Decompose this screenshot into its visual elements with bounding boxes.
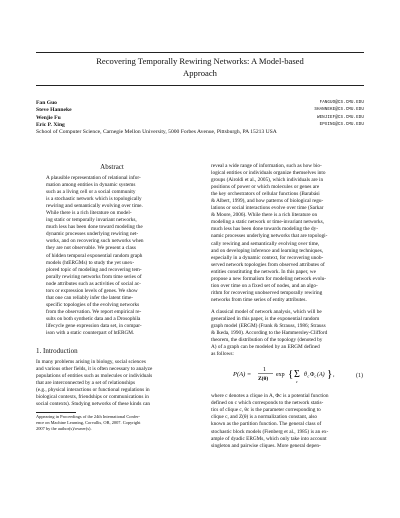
text-line: that are interconnected by a set of relationships <box>36 380 135 387</box>
svg-text:,: , <box>333 372 335 379</box>
text-line: A classical model of network analysis, which will be <box>211 308 322 315</box>
affiliation: School of Computer Science, Carnegie Mellon University, 5000 Forbes Avenue, Pittsburgh, PA 15213 USA <box>36 129 277 136</box>
text-line: dynamic processes underlying rewiring net- <box>46 231 139 238</box>
text-line: they are not observable. We present a class <box>46 245 136 252</box>
eq-sum: Σ <box>294 369 300 381</box>
title-bottom-rule <box>36 85 364 86</box>
author-row <box>36 100 364 107</box>
text-line: porally rewiring networks from time series of <box>46 273 142 280</box>
text-line: populations of entities such as molecules or individuals <box>36 373 153 380</box>
text-line: Appearing in Proceedings of the 24th International Confer- <box>36 414 140 420</box>
eq-exp: exp <box>276 372 285 379</box>
text-line: positions of power or which molecules or genes are <box>211 184 320 191</box>
text-line: ison with a static counterpart of htERGM. <box>46 330 135 337</box>
section-heading: 1. Introduction <box>36 347 78 356</box>
text-line: is a stochastic network which is topologically <box>46 196 142 203</box>
paper-title <box>40 55 360 79</box>
text-line: namic processes underlying networks that are topologi- <box>211 233 328 240</box>
text-line: biological contexts, friendships or communications in <box>36 394 149 401</box>
text-line: and on developing inference and learning techniques, <box>211 247 324 254</box>
abstract-heading: Abstract <box>100 163 124 171</box>
text-line: & Albert, 1999), and how patterns of biological regu- <box>211 198 324 205</box>
author-email: SHANNEKE@CS.CMU.EDU <box>314 108 364 113</box>
text-line: tion over time on a fixed set of nodes, and an algo- <box>211 282 318 289</box>
text-line: modeling a static network or time-invariant networks, <box>211 219 324 226</box>
intro-text <box>36 359 188 408</box>
text-line: graph model (ERGM) (Frank & Strauss, 1986; Strauss <box>211 323 326 330</box>
text-line: especially in a dynamic context, for recovering unob- <box>211 254 324 261</box>
text-line: While there is a rich literature on model- <box>46 210 132 217</box>
text-line: ample of dyadic ERGMs, which only take into account <box>211 435 327 442</box>
text-line: such as a living cell or a social community <box>46 189 136 196</box>
text-line: tors or expression levels of genes. We show <box>46 287 138 294</box>
title-line-1: Recovering Temporally Rewiring Networks: A Model-based <box>96 56 304 66</box>
text-line: (e.g., physical interactions or functional regulations in <box>36 387 150 394</box>
text-line: and various other fields, it is often necessary to analyze <box>36 366 153 373</box>
svg-text:c: c <box>314 373 317 379</box>
text-line: known as the partition function. The general class of <box>211 421 322 428</box>
text-line: from the observation. We report empirical re- <box>46 308 142 315</box>
eq-sum-index: c <box>296 379 298 385</box>
text-line: that one can reliably infer the latent time- <box>46 294 134 301</box>
text-line: In many problems arising in biology, social sciences <box>36 359 146 366</box>
text-line: groups (Airoldi et al., 2005), which individuals are in <box>211 177 324 184</box>
eq-frac-den: Z(θ) <box>258 376 269 383</box>
text-line: tics of clique c, θc is the parameter corresponding to <box>211 407 321 414</box>
body-paragraph <box>211 309 363 358</box>
text-line: theorem, the distribution of the topology (denoted by <box>211 337 323 344</box>
author-row <box>36 115 364 122</box>
title-line-2: Approach <box>183 68 217 78</box>
text-line: plored topic of modeling and recovering tem- <box>46 266 142 273</box>
eq-brace-close: } <box>327 368 333 381</box>
author-email: FANGUO@CS.CMU.EDU <box>319 101 364 105</box>
text-line: social contexts). Studying networks of these kinds can <box>36 401 151 408</box>
text-line: logical entities or individuals organize themselves into <box>211 170 326 177</box>
text-line: generalized in this paper, is the exponential random <box>211 315 320 322</box>
text-line: ence on Machine Learning, Corvallis, OR, 2007. Copyright <box>36 420 141 426</box>
text-line: much less has been done towards modeling the dy- <box>211 226 319 233</box>
text-line: & Moore, 2006). While there is a rich literature on <box>211 212 318 219</box>
body-paragraph <box>211 163 363 304</box>
text-line: cally rewiring and semantically evolving over time, <box>211 240 320 247</box>
author-email: EPXING@CS.CMU.EDU <box>319 122 364 127</box>
text-line: sults on both synthetic data and a Drosophila <box>46 315 141 322</box>
text-line: rewiring and semantically evolving over time. <box>46 203 143 210</box>
text-line: clique c, and Z(θ) is a normalization constant, also <box>211 414 318 421</box>
svg-text:Φ: Φ <box>310 372 315 379</box>
equation-number: (1) <box>356 372 363 379</box>
svg-text:(A): (A) <box>317 372 325 379</box>
author-name: Fan Guo <box>36 100 57 106</box>
text-line: lations or social interactions evolve over time (Sarkar <box>211 205 324 212</box>
text-line: A plausible representation of relational infor- <box>46 175 141 181</box>
text-line: 2007 by the author(s)/owner(s). <box>36 426 92 432</box>
text-line: much less has been done toward modeling the <box>46 224 143 231</box>
text-line: node attributes such as activities of social ac- <box>46 280 141 287</box>
equation-1 <box>211 364 363 387</box>
author-row <box>36 107 364 114</box>
eq-term: θ <box>304 372 307 379</box>
text-line: entities constituting the network. In this paper, we <box>211 268 316 275</box>
text-line: networks from time series of entity attributes. <box>211 296 307 303</box>
right-column <box>211 163 363 450</box>
author-name: Eric P. Xing <box>36 121 65 128</box>
text-line: works, and on recovering such networks when <box>46 238 144 245</box>
author-name: Steve Hanneke <box>36 107 72 114</box>
text-line: singleton and pairwise cliques. More general depen- <box>211 442 321 449</box>
author-name: Wenjie Fu <box>36 114 61 121</box>
text-line: the key orchestrators of cellular functions (Barabási <box>211 191 320 198</box>
text-line: where c denotes a clique in A, Φc is a potential function <box>211 393 329 400</box>
text-line: served network topologies from observed attributes of <box>211 261 325 268</box>
author-email: WENJIEF@CS.CMU.EDU <box>316 115 364 120</box>
svg-text:c: c <box>307 373 310 379</box>
title-top-rule <box>36 52 364 53</box>
left-column <box>36 163 188 432</box>
abstract-text <box>36 175 188 337</box>
text-line: as follows: <box>211 351 234 358</box>
text-line: of hidden temporal exponential random graph <box>46 252 143 259</box>
eq-lhs: P(A) = <box>233 371 252 379</box>
author-block <box>36 100 364 136</box>
footnote-rule <box>36 412 76 413</box>
equation-body <box>233 364 351 387</box>
text-line: lifecycle gene expression data set, in compar- <box>46 322 142 329</box>
body-paragraph <box>211 393 363 449</box>
text-line: specific topologies of the evolving networks <box>46 301 140 308</box>
text-line: models (htERGMs) to study the yet unex- <box>46 259 135 266</box>
footnote <box>36 414 188 432</box>
text-line: defined on c which corresponds to the network statis- <box>211 400 324 407</box>
eq-brace-open: { <box>288 368 294 381</box>
text-line: mation among entities in dynamic systems <box>46 182 136 189</box>
text-line: stochastic block models (Fienberg et al., 1985) is an ex- <box>211 428 329 435</box>
text-line: propose a new formalism for modeling network evolu- <box>211 275 327 282</box>
text-line: & Ikeda, 1990). According to the Hammersley-Clifford <box>211 330 328 337</box>
text-line: ing static or temporally invariant networks, <box>46 217 137 224</box>
eq-frac-num: 1 <box>263 367 266 374</box>
text-line: rithm for recovering unobserved temporally rewiring <box>211 289 323 296</box>
equation-svg <box>233 364 351 384</box>
text-line: A) of a graph can be modeled by an ERGM defined <box>211 344 320 351</box>
text-line: reveal a wide range of information, such as how bio- <box>211 163 322 169</box>
